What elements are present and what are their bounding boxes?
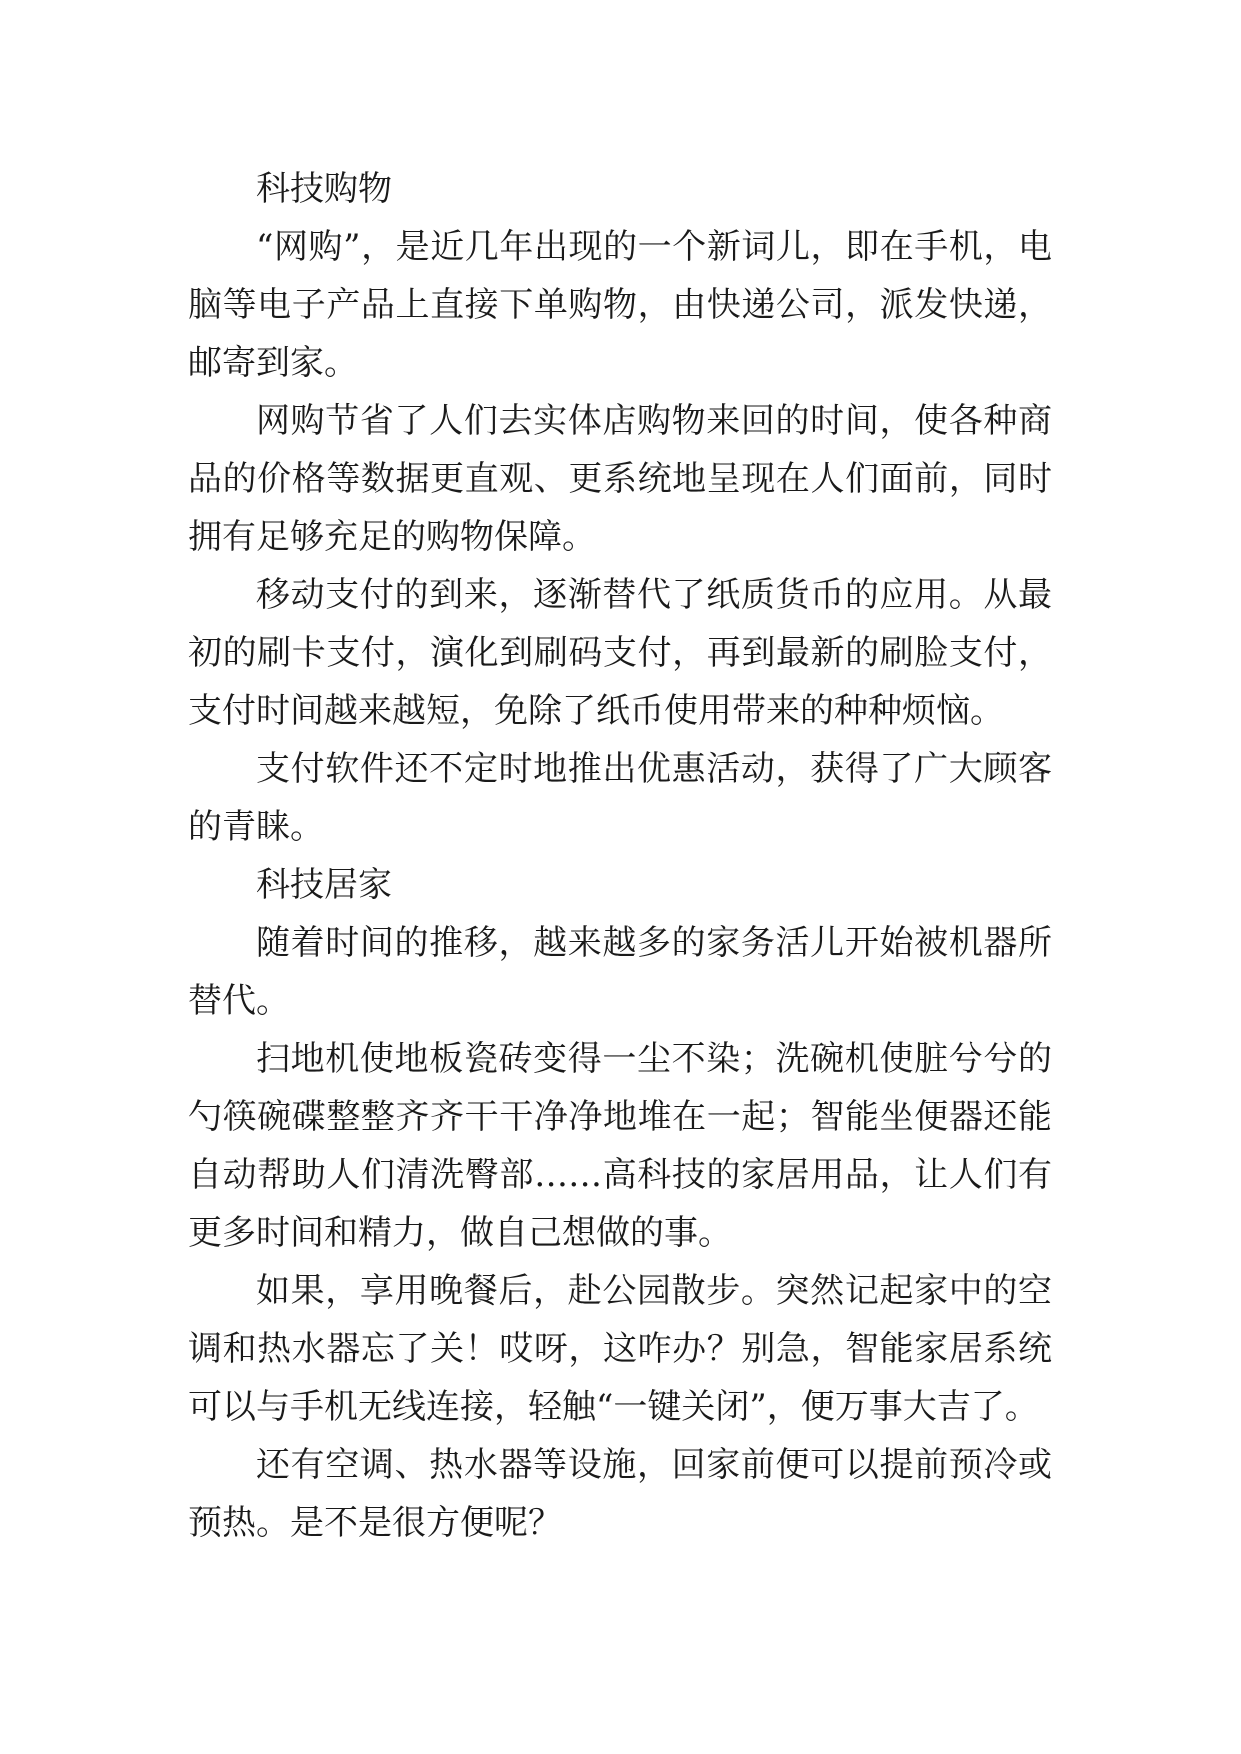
paragraph-home-appliances: 扫地机使地板瓷砖变得一尘不染；洗碗机使脏兮兮的勺筷碗碟整整齐齐干干净净地堆在一起；智能坐便器还能自动帮助人们清洗臀部……高科技的家居用品，让人们有更多时间和精力，做自己想做的事。 xyxy=(188,1039,1052,1253)
paragraph-online-shopping-benefits: 网购节省了人们去实体店购物来回的时间，使各种商品的价格等数据更直观、更系统地呈现在人们面前，同时拥有足够充足的购物保障。 xyxy=(188,401,1052,557)
paragraph-mobile-payment: 移动支付的到来，逐渐替代了纸质货币的应用。从最初的刷卡支付，演化到刷码支付，再到最新的刷脸支付，支付时间越来越短，免除了纸币使用带来的种种烦恼。 xyxy=(188,575,1052,731)
paragraph-online-shopping-definition: “网购”，是近几年出现的一个新词儿，即在手机，电脑等电子产品上直接下单购物，由快递公司，派发快递，邮寄到家。 xyxy=(188,227,1052,383)
paragraph-smart-home-control: 如果，享用晚餐后，赴公园散步。突然记起家中的空调和热水器忘了关！哎呀，这咋办？别急，智能家居系统可以与手机无线连接，轻触“一键关闭”，便万事大吉了。 xyxy=(188,1271,1052,1427)
section-heading-home: 科技居家 xyxy=(256,865,392,905)
paragraph-payment-promotions: 支付软件还不定时地推出优惠活动，获得了广大顾客的青睐。 xyxy=(188,749,1052,847)
paragraph-preheat-precool: 还有空调、热水器等设施，回家前便可以提前预冷或预热。是不是很方便呢？ xyxy=(188,1445,1052,1543)
document-body xyxy=(188,160,1052,1552)
section-heading-shopping: 科技购物 xyxy=(256,169,392,209)
paragraph-housework-machines: 随着时间的推移，越来越多的家务活儿开始被机器所替代。 xyxy=(188,923,1052,1021)
